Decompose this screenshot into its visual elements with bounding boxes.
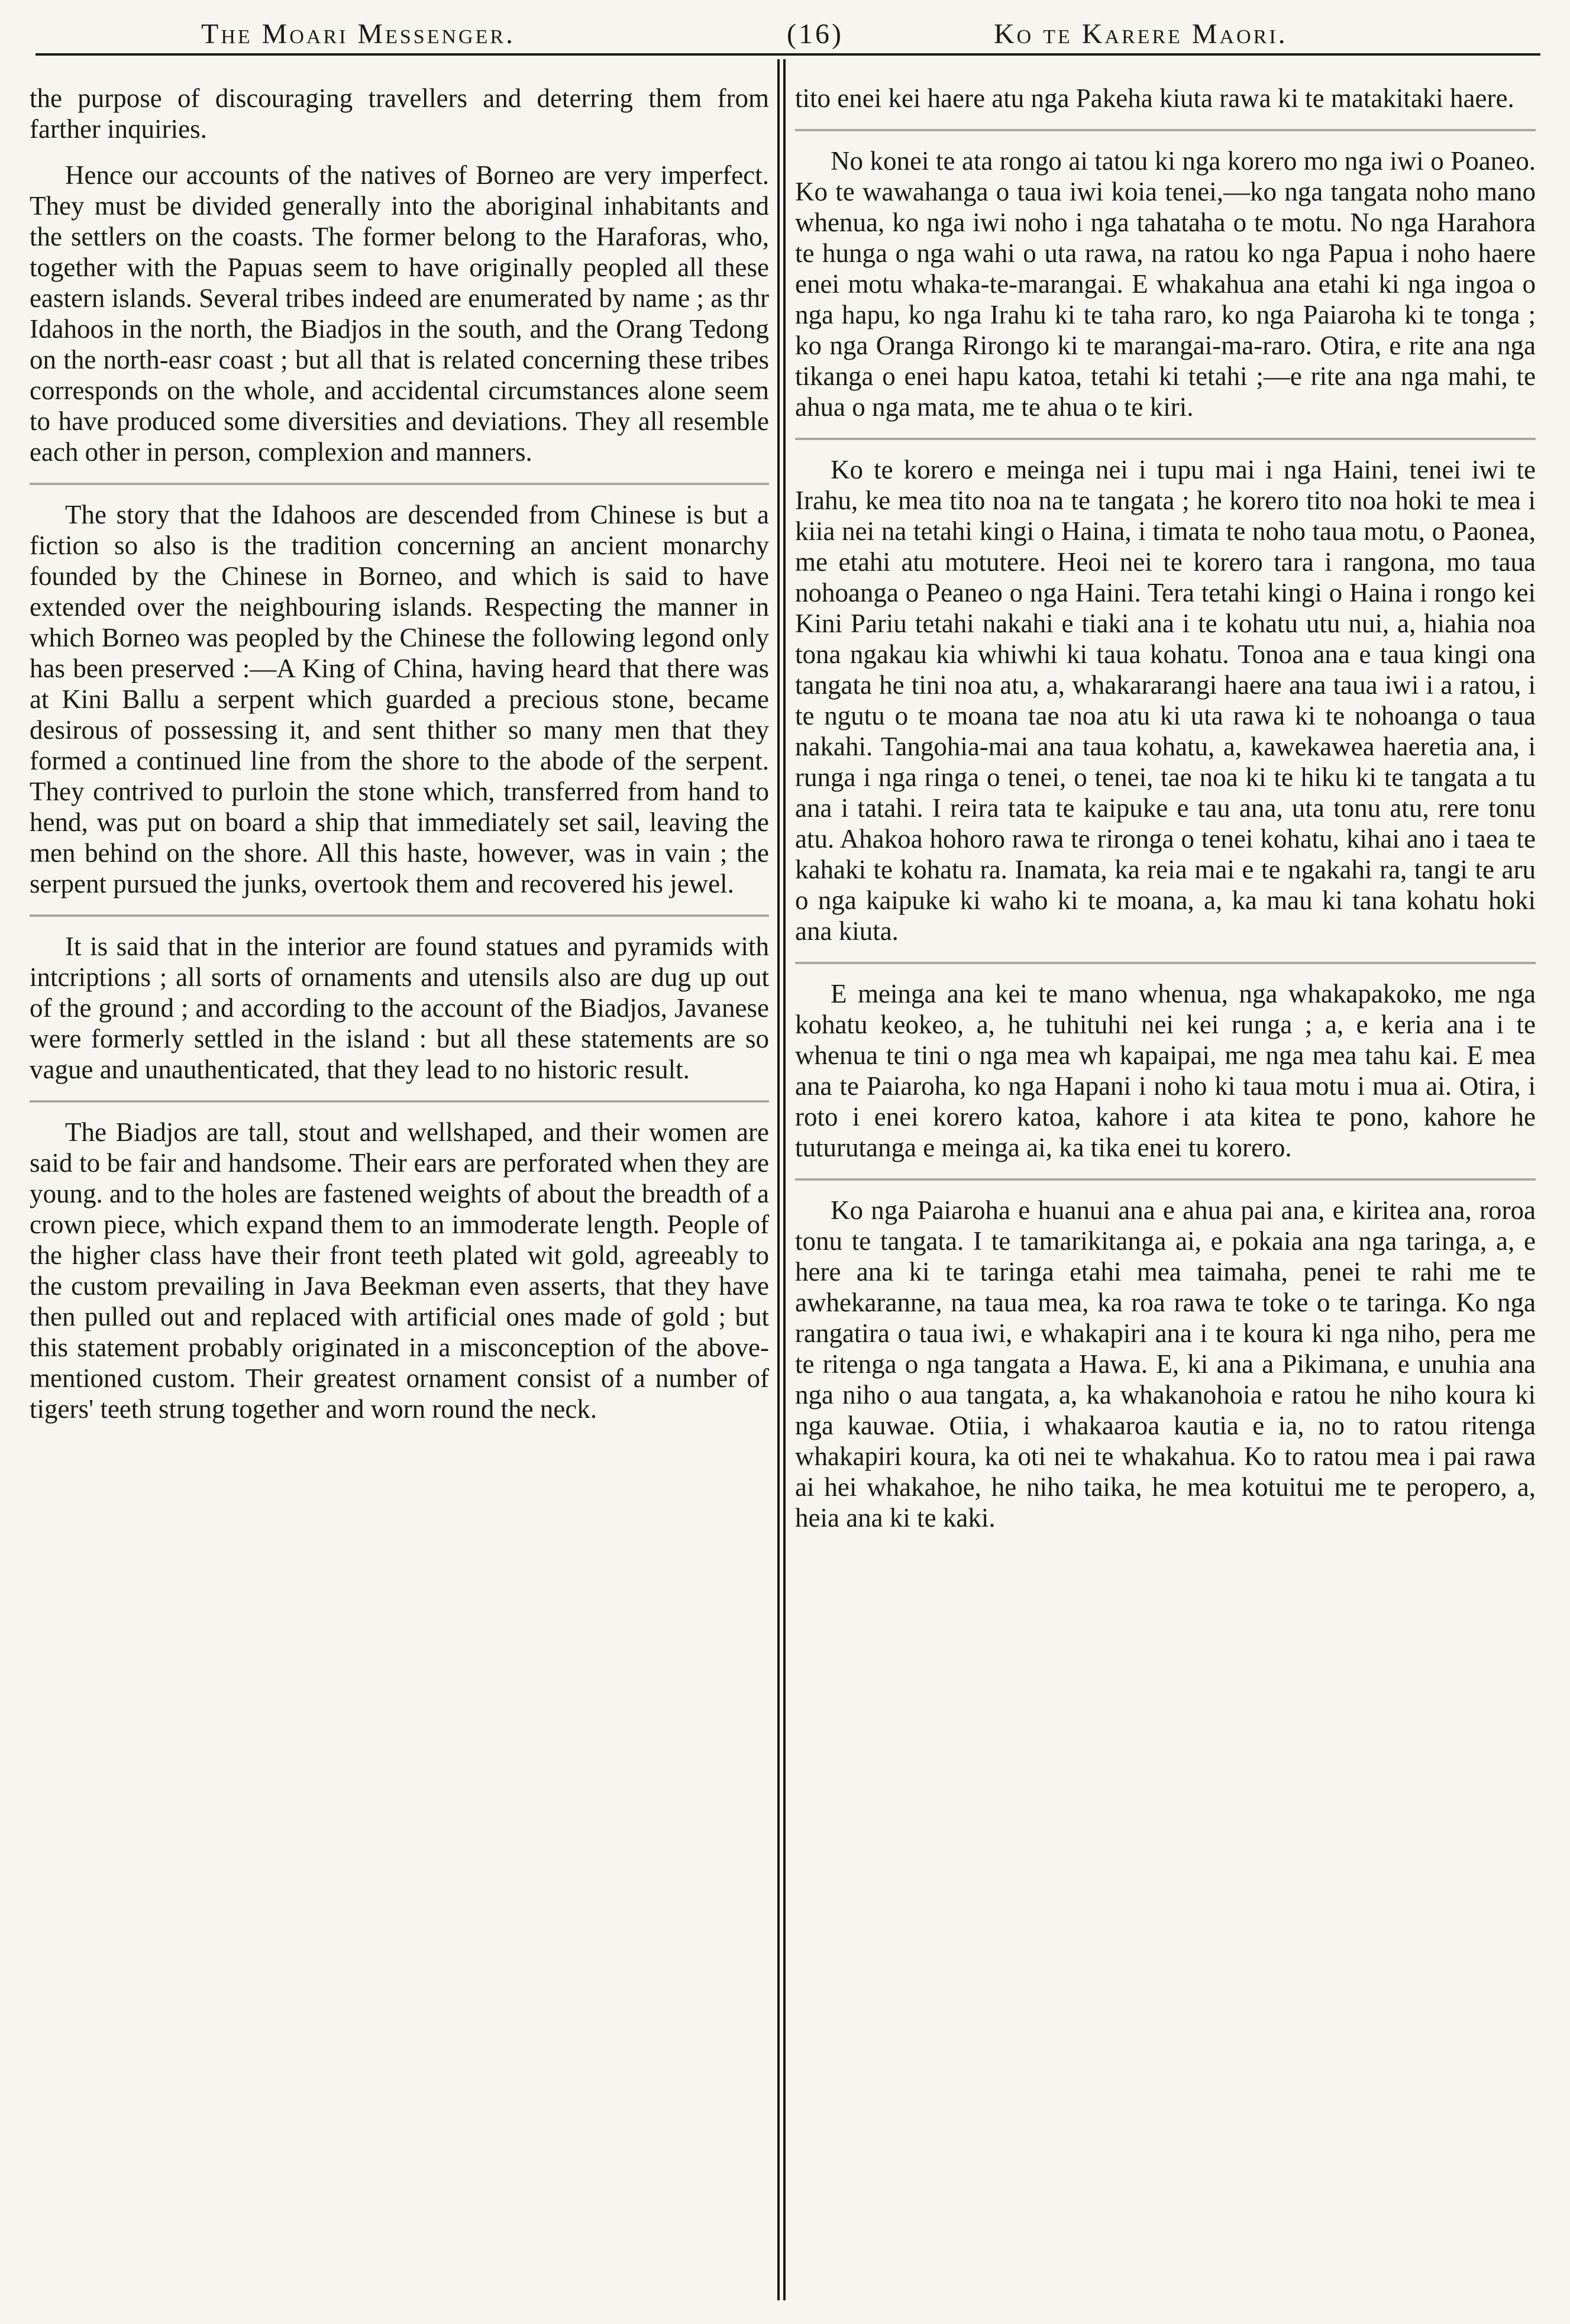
paragraph: The story that the Idahoos are descended from Chinese is but a fiction so also is the tradition concerning an ancient monarchy founded by the Chinese in Borneo, and which is said to have extended over the neighbouring islands. Respecting the manner in which Borneo was peopled by the Chinese the following legond only has been preserved :—A King of China, having heard that there was at Kini Ballu a serpent which guarded a precious stone, became desirous of possessing it, and sent thither so many men that they formed a continued line from the shore to the abode of the serpent. They contrived to purloin the stone which, transferred from hand to hend, was put on board a ship that immediately set sail, leaving the men behind on the shore. All this haste, however, was in vain ; the serpent pursued the junks, overtook them and recovered his jewel. [30,500,769,898]
page-header [35,12,1540,56]
column-divider [777,59,786,2300]
paragraph: No konei te ata rongo ai tatou ki nga korero mo nga iwi o Poaneo. Ko te wawahanga o taua iwi koia tenei,—ko nga tangata noho mano whenua, ko nga iwi noho i nga tahataha o te motu. No nga Harahora te hunga o nga wahi o uta rawa, na ratou ko nga Papua i noho haere enei motu whaka-te-marangai. E whakahua ana etahi ki nga ingoa o nga hapu, ko nga Irahu ki te taha raro, ko nga Paiaroha ki te tonga ; ko nga Oranga Rirongo ki te marangai-ma-raro. Otira, e rite ana nga tikanga o enei hapu katoa, tetahi ki tetahi ;—e rite ana nga mahi, te ahua o nga mata, me te ahua o te kiri. [795,146,1536,422]
maori-masthead: Ko te Karere Maori. [994,18,1288,50]
paragraph-divider [795,129,1536,131]
english-column [30,83,769,1440]
paragraph: Ko nga Paiaroha e huanui ana e ahua pai ana, e kiritea ana, roroa tonu te tangata. I te tamarikitanga ai, e pokaia ana nga taringa, a, e here ana ki te taringa etahi mea taimaha, penei te rahi me te awhekaranne, na taua mea, ka roa rawa te toke o te taringa. Ko nga rangatira o taua iwi, e whakapiri ana i te koura ki nga niho, pera me te ritenga o nga tangata a Hawa. E, ki ana a Pikimana, e unuhia ana nga niho o aua tangata, a, ka whakanohoia e ratou he niho koura ki nga kauwae. Otiia, i whakaaroa kautia e ia, no to ratou ritenga whakapiri koura, ka oti nei te whakahua. Ko to ratou mea i pai rawa ai hei whakahoe, he niho taika, he mea kotuitui me te peropero, a, heia ana ki te kaki. [795,1195,1536,1533]
paragraph-divider [795,1178,1536,1181]
paragraph-divider [795,962,1536,964]
paragraph-divider [30,914,769,917]
maori-column [795,83,1536,1549]
page-number: (16) [787,18,844,50]
paragraph: Ko te korero e meinga nei i tupu mai i nga Haini, tenei iwi te Irahu, ke mea tito noa na te tangata ; he korero tito noa hoki te mea i kiia nei na tetahi kingi o Haina, i timata te noho taua motu, o Paonea, me etahi atu motutere. Heoi nei te korero tara i rangona, mo taua nohoanga o Peaneo o nga Haini. Tera tetahi kingi o Haina i rongo kei Kini Pariu tetahi nakahi e tiaki ana i te kohatu utu nui, a, hiahia noa tona ngakau kia whiwhi ki taua kohatu. Tonoa ana e taua kingi ona tangata he tini noa atu, a, whakararangi haere ana taua iwi i a ratou, i te ngutu o te moana tae noa atu ki uta rawa ki te nohoanga o taua nakahi. Tangohia-mai ana taua kohatu, a, kawekawea haeretia ana, i runga i nga ringa o tenei, o tenei, tae noa ki te hiku ki te tangata a tu ana i tatahi. I reira tata te kaipuke e tau ana, uta tonu atu, rere tonu atu. Ahakoa hohoro rawa te rironga o tenei kohatu, kihai ano i taea te kahaki te kohatu ra. Inamata, ka reia mai e te ngakahi ra, tangi te aru o nga kaipuke ki waho ki te moana, a, ka mau ki tana kohatu hoki ana kiuta. [795,455,1536,946]
paragraph: Hence our accounts of the natives of Borneo are very imperfect. They must be divided generally into the aboriginal inhabitants and the settlers on the coasts. The former belong to the Haraforas, who, together with the Papuas seem to have originally peopled all these eastern islands. Several tribes indeed are enumerated by name ; as thr Idahoos in the north, the Biadjos in the south, and the Orang Tedong on the north-easr coast ; but all that is related concerning these tribes corresponds on the whole, and accidental circumstances alone seem to have produced some diversities and deviations. They all resemble each other in person, complexion and manners. [30,160,769,467]
paragraph: tito enei kei haere atu nga Pakeha kiuta rawa ki te matakitaki haere. [795,83,1514,113]
paragraph: It is said that in the interior are found statues and pyramids with intcriptions ; all sorts of ornaments and utensils also are dug up out of the ground ; and according to the account of the Biadjos, Javanese were formerly settled in the island : but all these statements are so vague and unauthenticated, that they lead to no historic result. [30,932,769,1084]
paragraph-divider [795,438,1536,440]
paragraph: the purpose of discouraging travellers and deterring them from farther inquiries. [30,83,769,144]
paragraph-divider [30,483,769,485]
paragraph: The Biadjos are tall, stout and wellshaped, and their women are said to be fair and handsome. Their ears are perforated when they are young. and to the holes are fastened weights of about the breadth of a crown piece, which expand them to an immoderate length. People of the higher class have their front teeth plated wit gold, agreeably to the custom prevailing in Java Beekman even asserts, that they have then pulled out and replaced with artificial ones made of gold ; but this statement probably originated in a misconception of the above-mentioned custom. Their greatest ornament consist of a number of tigers' teeth strung together and worn round the neck. [30,1117,769,1424]
paragraph-divider [30,1100,769,1103]
english-masthead: The Moari Messenger. [201,18,516,50]
paragraph: E meinga ana kei te mano whenua, nga whakapakoko, me nga kohatu keokeo, a, he tuhituhi nei kei runga ; a, e keria ana i te whenua te tini o nga mea wh kapaipai, me nga mea tahu kai. E mea ana te Paiaroha, ko nga Hapani i noho ki taua motu i mua ai. Otira, i roto i enei korero katoa, kahore i ata kitea te pono, kahore he tuturutanga e meinga ai, ka tika enei tu korero. [795,979,1536,1162]
